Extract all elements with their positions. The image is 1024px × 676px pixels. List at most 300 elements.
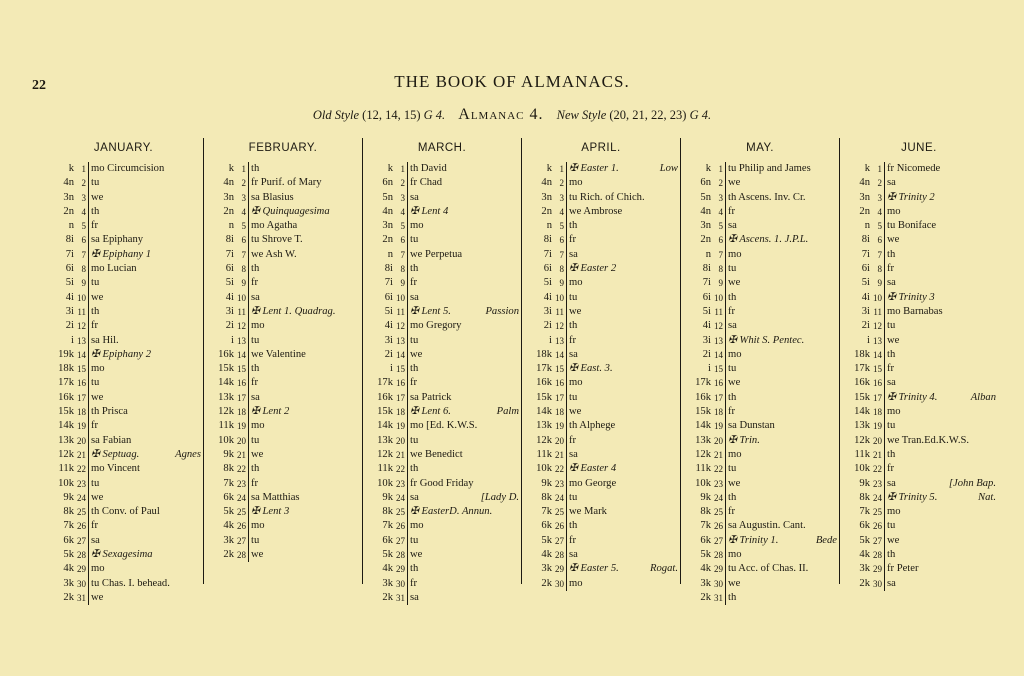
golden-letter: 7k <box>700 520 711 532</box>
day-entry <box>248 191 362 205</box>
day-row <box>44 434 203 448</box>
day-text: fr <box>887 363 895 375</box>
day-text: tu <box>91 277 100 289</box>
day-row <box>44 362 203 376</box>
day-entry <box>88 262 203 276</box>
day-row <box>204 362 362 376</box>
day-entry <box>725 219 839 233</box>
day-entry <box>248 519 362 533</box>
day-entry <box>88 405 203 419</box>
day-row <box>363 319 521 333</box>
day-text: mo Gregory <box>410 320 462 332</box>
day-text: sa Fabian <box>91 434 132 446</box>
day-row <box>44 334 203 348</box>
day-text: sa <box>728 220 737 232</box>
day-entry <box>248 391 362 405</box>
golden-letter: 15k <box>536 391 552 403</box>
day-entry <box>248 434 362 448</box>
day-row <box>204 176 362 190</box>
day-row <box>840 205 998 219</box>
day-entry <box>88 391 203 405</box>
day-text: th <box>91 205 100 217</box>
day-text: th <box>887 448 896 460</box>
day-text: th Conv. of Paul <box>91 506 160 518</box>
day-row <box>204 291 362 305</box>
day-row <box>204 334 362 348</box>
golden-letter: k <box>864 163 870 174</box>
day-text: sa Matthias <box>251 491 300 503</box>
golden-letter: 5i <box>543 277 552 289</box>
day-entry <box>884 505 998 519</box>
day-row <box>363 519 521 533</box>
golden-letter: i <box>549 334 552 346</box>
golden-letter: 13k <box>854 420 870 432</box>
day-entry <box>884 305 998 319</box>
day-text: fr <box>728 406 736 418</box>
old-style-years: (12, 14, 15) <box>362 108 421 122</box>
day-number: 10 <box>555 292 564 303</box>
golden-letter: i <box>867 334 870 346</box>
day-entry <box>407 477 521 491</box>
day-text: we <box>251 448 264 460</box>
day-number: 6 <box>400 235 405 246</box>
day-number: 8 <box>877 264 882 275</box>
day-text: mo George <box>569 477 617 489</box>
day-rows <box>204 162 362 562</box>
day-row <box>363 162 521 176</box>
day-entry <box>248 376 362 390</box>
day-number: 1 <box>400 164 405 174</box>
day-entry <box>407 419 521 433</box>
day-entry <box>884 491 998 505</box>
day-number: 12 <box>77 321 86 332</box>
day-row <box>204 462 362 476</box>
day-text: fr <box>410 377 418 389</box>
day-number: 24 <box>555 492 564 503</box>
day-row <box>522 577 680 591</box>
golden-letter: 4i <box>543 291 552 303</box>
day-entry <box>884 262 998 276</box>
golden-letter: 5k <box>223 506 234 518</box>
month-title: JUNE. <box>901 142 937 154</box>
day-entry <box>566 205 680 219</box>
golden-letter: 17k <box>854 363 870 375</box>
golden-letter: 9k <box>700 491 711 503</box>
day-entry <box>407 219 521 233</box>
new-style-label: New Style <box>556 108 607 122</box>
day-row <box>522 176 680 190</box>
day-number: 4 <box>241 206 246 217</box>
day-row <box>363 348 521 362</box>
day-row <box>840 548 998 562</box>
day-number: 1 <box>718 164 723 174</box>
day-number: 12 <box>396 321 405 332</box>
day-number: 9 <box>81 278 86 289</box>
day-number: 27 <box>873 535 882 546</box>
day-number: 29 <box>555 564 564 575</box>
day-text: mo <box>251 320 265 332</box>
day-row <box>363 534 521 548</box>
golden-letter: 8i <box>543 234 552 246</box>
day-row <box>840 319 998 333</box>
golden-letter: 7i <box>65 248 74 260</box>
day-row <box>363 405 521 419</box>
golden-letter: 15k <box>218 363 234 375</box>
golden-letter: 3k <box>382 577 393 589</box>
day-text: mo Lucian <box>91 263 137 275</box>
day-text: sa Patrick <box>410 391 452 403</box>
day-row <box>363 577 521 591</box>
day-entry <box>725 262 839 276</box>
day-entry <box>248 491 362 505</box>
day-text: th <box>728 391 737 403</box>
day-text: th <box>728 491 737 503</box>
day-entry <box>566 176 680 190</box>
day-entry <box>88 448 203 462</box>
day-text: tu <box>251 334 260 346</box>
day-number: 24 <box>77 492 86 503</box>
day-number: 26 <box>873 521 882 532</box>
day-row <box>44 591 203 605</box>
day-row <box>522 233 680 247</box>
day-number: 19 <box>77 421 86 432</box>
day-entry <box>884 391 998 405</box>
day-text: we Ash W. <box>251 248 297 260</box>
day-text: we <box>410 549 423 561</box>
day-entry <box>407 291 521 305</box>
day-text: we <box>91 491 104 503</box>
golden-letter: 5i <box>861 277 870 289</box>
day-row <box>840 491 998 505</box>
golden-letter: 2i <box>861 320 870 332</box>
day-row <box>522 305 680 319</box>
golden-letter: 13k <box>536 420 552 432</box>
day-number: 16 <box>555 378 564 389</box>
day-text: fr <box>887 263 895 275</box>
golden-letter: i <box>231 334 234 346</box>
day-number: 16 <box>396 378 405 389</box>
day-entry <box>88 362 203 376</box>
day-entry <box>725 191 839 205</box>
day-number: 15 <box>714 364 723 375</box>
day-number: 17 <box>714 392 723 403</box>
month-column <box>680 138 839 603</box>
day-entry <box>88 534 203 548</box>
day-row <box>44 248 203 262</box>
day-row <box>363 305 521 319</box>
day-number: 26 <box>237 521 246 532</box>
day-entry <box>566 577 680 591</box>
day-number: 13 <box>237 335 246 346</box>
day-entry <box>725 462 839 476</box>
golden-letter: 9k <box>859 477 870 489</box>
day-number: 13 <box>714 335 723 346</box>
day-text: sa <box>410 591 419 603</box>
day-number: 23 <box>77 478 86 489</box>
day-entry <box>248 548 362 562</box>
month-title: JANUARY. <box>93 142 154 154</box>
day-entry <box>88 233 203 247</box>
day-text: we <box>251 549 264 561</box>
day-number: 12 <box>237 321 246 332</box>
golden-letter: n <box>705 248 711 260</box>
golden-letter: 3i <box>384 334 393 346</box>
day-number: 28 <box>714 550 723 561</box>
day-row <box>681 477 839 491</box>
golden-letter: 6n <box>700 177 711 189</box>
day-row <box>522 262 680 276</box>
day-text: tu <box>569 391 578 403</box>
day-text: tu <box>887 420 896 432</box>
day-entry <box>725 319 839 333</box>
golden-letter: 11k <box>854 448 870 460</box>
day-text: th <box>728 591 737 603</box>
day-row <box>522 162 680 176</box>
day-number: 21 <box>237 449 246 460</box>
day-entry <box>884 462 998 476</box>
golden-letter: 6n <box>382 177 393 189</box>
day-row <box>522 448 680 462</box>
day-text: sa <box>569 448 578 460</box>
day-number: 4 <box>400 206 405 217</box>
golden-letter: 10k <box>695 477 711 489</box>
day-row <box>204 391 362 405</box>
day-text: sa <box>569 348 578 360</box>
day-number: 12 <box>873 321 882 332</box>
golden-letter: 5i <box>384 305 393 317</box>
day-entry <box>725 176 839 190</box>
day-entry <box>88 462 203 476</box>
day-row <box>522 434 680 448</box>
book-title: THE BOOK OF ALMANACS. <box>394 72 630 91</box>
day-text: tu <box>569 291 578 303</box>
golden-letter: 8k <box>382 506 393 518</box>
day-number: 17 <box>396 392 405 403</box>
day-text: mo <box>410 220 424 232</box>
day-text: ✠ Trinity 3 <box>887 291 935 303</box>
golden-letter: 9k <box>541 477 552 489</box>
day-text: fr <box>728 305 736 317</box>
day-entry <box>407 462 521 476</box>
day-text: tu Chas. I. behead. <box>91 577 170 589</box>
day-text: mo <box>91 363 105 375</box>
day-entry <box>725 276 839 290</box>
golden-letter: 2k <box>223 549 234 561</box>
day-row <box>522 276 680 290</box>
day-text: fr <box>91 220 99 232</box>
day-text: mo <box>91 563 105 575</box>
day-text: th David <box>410 163 447 174</box>
column-rule <box>566 162 567 591</box>
day-rows <box>681 162 839 605</box>
day-number: 28 <box>555 550 564 561</box>
golden-letter: 2n <box>541 205 552 217</box>
day-entry <box>566 162 680 176</box>
golden-letter: 7k <box>63 520 74 532</box>
day-row <box>363 419 521 433</box>
day-number: 7 <box>400 249 405 260</box>
day-entry <box>248 405 362 419</box>
day-number: 27 <box>77 535 86 546</box>
day-entry <box>88 477 203 491</box>
day-number: 5 <box>400 221 405 232</box>
day-text: mo <box>569 377 583 389</box>
day-number: 24 <box>714 492 723 503</box>
day-number: 25 <box>396 507 405 518</box>
day-entry <box>248 219 362 233</box>
day-entry <box>88 548 203 562</box>
day-row <box>44 477 203 491</box>
day-row <box>204 233 362 247</box>
day-number: 6 <box>559 235 564 246</box>
day-entry <box>407 205 521 219</box>
day-text: th <box>251 363 260 375</box>
day-number: 25 <box>714 507 723 518</box>
golden-letter: 6i <box>225 263 234 275</box>
day-row <box>44 391 203 405</box>
golden-letter: 4k <box>700 563 711 575</box>
day-entry <box>88 491 203 505</box>
day-entry <box>884 248 998 262</box>
day-row <box>204 376 362 390</box>
day-number: 2 <box>400 178 405 189</box>
day-entry <box>407 334 521 348</box>
day-number: 2 <box>718 178 723 189</box>
day-entry <box>407 519 521 533</box>
day-row <box>681 362 839 376</box>
day-entry <box>407 448 521 462</box>
day-text: th <box>887 549 896 561</box>
day-number: 23 <box>873 478 882 489</box>
day-text: th <box>569 320 578 332</box>
day-row <box>522 419 680 433</box>
day-entry <box>566 262 680 276</box>
day-entry <box>88 319 203 333</box>
day-entry <box>566 391 680 405</box>
day-row <box>44 191 203 205</box>
day-entry <box>248 162 362 176</box>
day-row <box>840 162 998 176</box>
column-rule <box>88 162 89 605</box>
day-entry <box>566 233 680 247</box>
day-row <box>840 334 998 348</box>
day-text: tu <box>728 263 737 275</box>
day-row <box>44 348 203 362</box>
golden-letter: 2i <box>65 320 74 332</box>
day-entry <box>88 519 203 533</box>
day-row <box>363 291 521 305</box>
golden-letter: 3k <box>859 563 870 575</box>
day-entry <box>566 362 680 376</box>
day-text-right: Agnes <box>175 448 201 460</box>
day-entry <box>566 548 680 562</box>
day-number: 5 <box>559 221 564 232</box>
day-number: 15 <box>873 364 882 375</box>
day-number: 4 <box>718 206 723 217</box>
day-row <box>840 434 998 448</box>
day-text: mo <box>410 520 424 532</box>
day-text: fr <box>569 234 577 246</box>
day-entry <box>88 434 203 448</box>
day-text: mo <box>887 506 901 518</box>
day-entry <box>884 348 998 362</box>
day-entry <box>248 477 362 491</box>
day-entry <box>725 577 839 591</box>
day-row <box>363 233 521 247</box>
day-entry <box>566 534 680 548</box>
day-entry <box>248 205 362 219</box>
day-text: we <box>91 591 104 603</box>
day-entry <box>884 534 998 548</box>
golden-letter: 4n <box>700 205 711 217</box>
golden-letter: 11k <box>536 448 552 460</box>
day-row <box>363 477 521 491</box>
golden-letter: 4i <box>702 320 711 332</box>
day-entry <box>725 291 839 305</box>
golden-letter: 6k <box>223 491 234 503</box>
golden-letter: 7i <box>225 248 234 260</box>
day-text: th <box>410 463 419 475</box>
day-row <box>522 334 680 348</box>
day-number: 16 <box>237 378 246 389</box>
golden-letter: 2n <box>63 205 74 217</box>
day-text: tu Philip and James <box>728 163 811 174</box>
day-number: 23 <box>714 478 723 489</box>
golden-letter: 8k <box>700 506 711 518</box>
day-row <box>44 519 203 533</box>
day-text: ✠ Whit S. Pentec. <box>728 334 805 346</box>
day-text: ✠ EasterD. Annun. <box>410 506 493 518</box>
day-number: 21 <box>77 449 86 460</box>
day-number: 19 <box>237 421 246 432</box>
golden-letter: 2i <box>543 320 552 332</box>
day-text: ✠ Trin. <box>728 434 760 446</box>
day-text: th <box>728 291 737 303</box>
day-text: sa Dunstan <box>728 420 775 432</box>
day-text: ✠ Ascens. 1. J.P.L. <box>728 234 809 246</box>
day-entry <box>248 505 362 519</box>
day-entry <box>884 233 998 247</box>
day-text: ✠ Lent 5. <box>410 305 451 317</box>
day-text: ✠ East. 3. <box>569 363 613 375</box>
day-text: tu <box>251 434 260 446</box>
golden-letter: 4n <box>63 177 74 189</box>
day-text: ✠ Lent 1. Quadrag. <box>251 305 336 317</box>
day-entry <box>884 291 998 305</box>
day-text: we Valentine <box>251 348 306 360</box>
day-entry <box>566 305 680 319</box>
day-row <box>681 233 839 247</box>
golden-letter: k <box>546 163 552 174</box>
golden-letter: n <box>68 220 74 232</box>
day-row <box>681 191 839 205</box>
day-text: mo Circumcision <box>91 163 165 174</box>
day-row <box>681 505 839 519</box>
day-row <box>204 262 362 276</box>
day-row <box>840 362 998 376</box>
day-entry <box>88 505 203 519</box>
month-column <box>521 138 680 589</box>
day-text: sa Augustin. Cant. <box>728 520 806 532</box>
day-text: mo <box>728 348 742 360</box>
day-text: mo [Ed. K.W.S. <box>410 420 478 432</box>
day-row <box>363 191 521 205</box>
day-text: mo <box>569 577 583 589</box>
golden-letter: 10k <box>377 477 393 489</box>
golden-letter: 4k <box>382 563 393 575</box>
day-row <box>204 448 362 462</box>
day-number: 6 <box>81 235 86 246</box>
